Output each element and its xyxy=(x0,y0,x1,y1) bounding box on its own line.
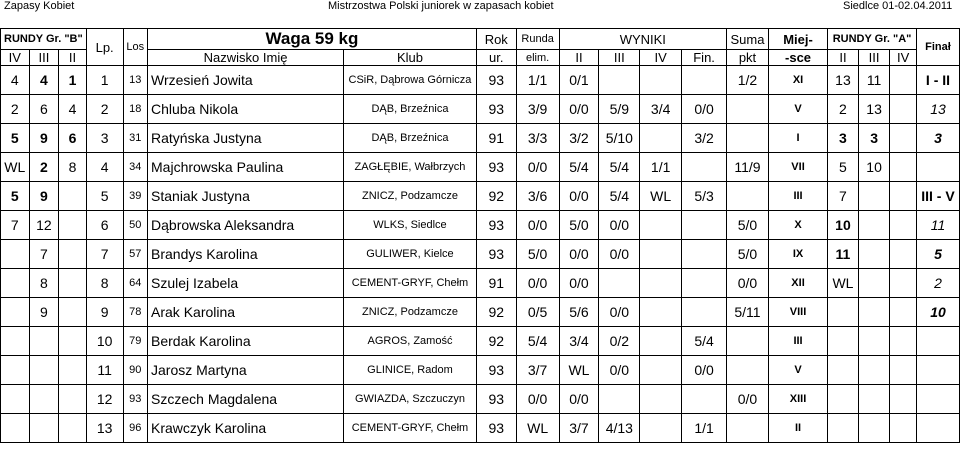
lp-cell: 9 xyxy=(86,298,123,327)
event-title: Mistrzostwa Polski juniorek w zapasach kobiet xyxy=(328,0,554,12)
result-iv xyxy=(640,211,682,240)
result-final xyxy=(682,298,727,327)
place-cell: XII xyxy=(768,269,827,298)
elim-result: 0/0 xyxy=(516,153,559,182)
result-iv: 3/4 xyxy=(640,95,682,124)
result-iv: WL xyxy=(640,182,682,211)
club-cell: GLINICE, Radom xyxy=(344,356,477,385)
result-ii: 0/0 xyxy=(559,385,599,414)
name-header: Nazwisko Imię xyxy=(148,50,344,66)
final-cell: 13 xyxy=(916,95,959,124)
lp-cell: 5 xyxy=(86,182,123,211)
result-final: 5/4 xyxy=(682,327,727,356)
athlete-name: Brandys Karolina xyxy=(148,240,344,269)
los-cell: 96 xyxy=(123,414,148,443)
results-table xyxy=(0,28,960,443)
result-iv: 1/1 xyxy=(640,153,682,182)
round-a-iv xyxy=(890,240,917,269)
result-ii: 3/2 xyxy=(559,124,599,153)
final-cell: 10 xyxy=(916,298,959,327)
elim-result: 1/1 xyxy=(516,66,559,95)
result-ii: 0/0 xyxy=(559,95,599,124)
table-row xyxy=(1,95,960,124)
round-a-iii: 11 xyxy=(858,66,890,95)
result-iii: 0/0 xyxy=(599,240,640,269)
place-date: Siedlce 01-02.04.2011 xyxy=(843,0,953,12)
round-a-ii xyxy=(828,298,859,327)
round-a-iv xyxy=(890,414,917,443)
round-b-ii xyxy=(59,182,87,211)
athlete-name: Ratyńska Justyna xyxy=(148,124,344,153)
final-cell xyxy=(916,414,959,443)
pkt-header: pkt xyxy=(727,50,769,66)
round-b-ii xyxy=(59,414,87,443)
los-cell: 34 xyxy=(123,153,148,182)
elim-result: 5/0 xyxy=(516,240,559,269)
athlete-name: Arak Karolina xyxy=(148,298,344,327)
place-cell: XI xyxy=(768,66,827,95)
table-row xyxy=(1,356,960,385)
table-row xyxy=(1,66,960,95)
birth-year: 93 xyxy=(476,385,516,414)
result-final xyxy=(682,240,727,269)
points-sum xyxy=(727,182,769,211)
club-cell: GWIAZDA, Szczuczyn xyxy=(344,385,477,414)
round-a-ii: 3 xyxy=(828,124,859,153)
points-sum xyxy=(727,356,769,385)
final-cell: I - II xyxy=(916,66,959,95)
result-iii xyxy=(599,269,640,298)
points-sum xyxy=(727,124,769,153)
los-cell: 93 xyxy=(123,385,148,414)
result-iii: 0/0 xyxy=(599,298,640,327)
los-cell: 18 xyxy=(123,95,148,124)
round-b-ii xyxy=(59,269,87,298)
wyn-col-fin: Fin. xyxy=(682,50,727,66)
a-col-iii: III xyxy=(858,50,890,66)
round-a-iii xyxy=(858,327,890,356)
round-b-iii xyxy=(29,385,59,414)
final-cell: III - V xyxy=(916,182,959,211)
round-a-iii: 13 xyxy=(858,95,890,124)
final-header: Finał xyxy=(916,29,959,66)
lp-cell: 4 xyxy=(86,153,123,182)
rundy-a-header: RUNDY Gr. "A" xyxy=(828,29,917,50)
round-a-iv xyxy=(890,356,917,385)
round-b-ii: 1 xyxy=(59,66,87,95)
header-row-1 xyxy=(1,29,960,50)
round-b-iii xyxy=(29,327,59,356)
result-iv xyxy=(640,385,682,414)
athlete-name: Wrzesień Jowita xyxy=(148,66,344,95)
athlete-name: Jarosz Martyna xyxy=(148,356,344,385)
elim-result: 3/7 xyxy=(516,356,559,385)
elim-result: 3/3 xyxy=(516,124,559,153)
result-final: 1/1 xyxy=(682,414,727,443)
birth-year: 93 xyxy=(476,240,516,269)
final-cell xyxy=(916,356,959,385)
result-ii: 0/0 xyxy=(559,240,599,269)
round-a-iii xyxy=(858,240,890,269)
points-sum: 0/0 xyxy=(727,385,769,414)
place-cell: III xyxy=(768,182,827,211)
athlete-name: Majchrowska Paulina xyxy=(148,153,344,182)
round-a-ii xyxy=(828,327,859,356)
points-sum: 0/0 xyxy=(727,269,769,298)
result-final xyxy=(682,269,727,298)
result-ii: 5/6 xyxy=(559,298,599,327)
result-iii: 5/4 xyxy=(599,182,640,211)
round-b-ii: 4 xyxy=(59,95,87,124)
los-cell: 31 xyxy=(123,124,148,153)
points-sum: 5/0 xyxy=(727,240,769,269)
club-cell: ZAGŁĘBIE, Wałbrzych xyxy=(344,153,477,182)
round-b-ii xyxy=(59,240,87,269)
round-b-iii xyxy=(29,414,59,443)
round-a-ii: 2 xyxy=(828,95,859,124)
suma-header: Suma xyxy=(727,29,769,50)
athlete-name: Szulej Izabela xyxy=(148,269,344,298)
elim-result: 0/5 xyxy=(516,298,559,327)
round-a-ii xyxy=(828,385,859,414)
round-b-iv: 4 xyxy=(1,66,30,95)
elim-result: WL xyxy=(516,414,559,443)
round-b-iii: 9 xyxy=(29,124,59,153)
a-col-ii: II xyxy=(828,50,859,66)
round-b-iii: 6 xyxy=(29,95,59,124)
table-row xyxy=(1,327,960,356)
round-a-iv xyxy=(890,182,917,211)
final-cell: 2 xyxy=(916,269,959,298)
place-cell: V xyxy=(768,356,827,385)
round-b-iv: 5 xyxy=(1,124,30,153)
place-cell: XIII xyxy=(768,385,827,414)
place-cell: III xyxy=(768,327,827,356)
athlete-name: Chluba Nikola xyxy=(148,95,344,124)
result-final: 5/3 xyxy=(682,182,727,211)
club-cell: CEMENT-GRYF, Chełm xyxy=(344,269,477,298)
los-cell: 78 xyxy=(123,298,148,327)
lp-cell: 8 xyxy=(86,269,123,298)
result-ii: WL xyxy=(559,356,599,385)
round-b-iii: 9 xyxy=(29,298,59,327)
round-a-iii xyxy=(858,298,890,327)
athlete-name: Dąbrowska Aleksandra xyxy=(148,211,344,240)
round-b-ii xyxy=(59,327,87,356)
result-ii: 5/4 xyxy=(559,153,599,182)
result-iv xyxy=(640,66,682,95)
club-cell: GULIWER, Kielce xyxy=(344,240,477,269)
result-final xyxy=(682,385,727,414)
lp-cell: 2 xyxy=(86,95,123,124)
round-a-iv xyxy=(890,211,917,240)
lp-cell: 10 xyxy=(86,327,123,356)
result-iii: 5/4 xyxy=(599,153,640,182)
birth-year: 92 xyxy=(476,327,516,356)
round-a-iii xyxy=(858,414,890,443)
table-row xyxy=(1,269,960,298)
los-cell: 64 xyxy=(123,269,148,298)
result-iii: 5/9 xyxy=(599,95,640,124)
athlete-name: Szczech Magdalena xyxy=(148,385,344,414)
birth-year: 93 xyxy=(476,356,516,385)
lp-cell: 11 xyxy=(86,356,123,385)
round-b-iv xyxy=(1,327,30,356)
round-a-iv xyxy=(890,327,917,356)
wyn-col-ii: II xyxy=(559,50,599,66)
round-b-ii xyxy=(59,298,87,327)
table-row xyxy=(1,414,960,443)
result-iv xyxy=(640,414,682,443)
points-sum: 5/11 xyxy=(727,298,769,327)
round-a-iii xyxy=(858,211,890,240)
round-a-iv xyxy=(890,95,917,124)
club-cell: AGROS, Zamość xyxy=(344,327,477,356)
round-a-ii: 13 xyxy=(828,66,859,95)
los-cell: 13 xyxy=(123,66,148,95)
round-b-iv: WL xyxy=(1,153,30,182)
los-cell: 79 xyxy=(123,327,148,356)
round-a-ii: 10 xyxy=(828,211,859,240)
round-b-iii: 7 xyxy=(29,240,59,269)
birth-year: 93 xyxy=(476,66,516,95)
round-a-iv xyxy=(890,124,917,153)
points-sum xyxy=(727,414,769,443)
result-final: 3/2 xyxy=(682,124,727,153)
club-cell: CEMENT-GRYF, Chełm xyxy=(344,414,477,443)
round-b-iv xyxy=(1,269,30,298)
birth-year: 91 xyxy=(476,124,516,153)
table-row xyxy=(1,153,960,182)
birth-year: 92 xyxy=(476,298,516,327)
table-row xyxy=(1,385,960,414)
club-header: Klub xyxy=(344,50,477,66)
points-sum: 1/2 xyxy=(727,66,769,95)
round-b-iv: 5 xyxy=(1,182,30,211)
round-b-iii: 8 xyxy=(29,269,59,298)
lp-cell: 1 xyxy=(86,66,123,95)
los-cell: 39 xyxy=(123,182,148,211)
elim-result: 0/0 xyxy=(516,211,559,240)
birth-year: 93 xyxy=(476,414,516,443)
round-a-ii: 7 xyxy=(828,182,859,211)
round-a-iii: 3 xyxy=(858,124,890,153)
result-iii: 4/13 xyxy=(599,414,640,443)
page-header xyxy=(0,0,960,14)
result-iv xyxy=(640,124,682,153)
round-b-ii xyxy=(59,211,87,240)
los-cell: 57 xyxy=(123,240,148,269)
elim-result: 0/0 xyxy=(516,385,559,414)
result-iv xyxy=(640,269,682,298)
round-a-ii: 5 xyxy=(828,153,859,182)
wyn-col-iv: IV xyxy=(640,50,682,66)
result-final xyxy=(682,153,727,182)
birth-year: 93 xyxy=(476,211,516,240)
result-final xyxy=(682,66,727,95)
result-ii: 5/0 xyxy=(559,211,599,240)
a-col-iv: IV xyxy=(890,50,917,66)
round-b-iii: 4 xyxy=(29,66,59,95)
place-cell: VIII xyxy=(768,298,827,327)
club-cell: ZNICZ, Podzamcze xyxy=(344,182,477,211)
rundy-b-header: RUNDY Gr. "B" xyxy=(1,29,87,50)
result-iii: 0/0 xyxy=(599,211,640,240)
wyn-col-iii: III xyxy=(599,50,640,66)
b-col-iv: IV xyxy=(1,50,30,66)
birth-year: 93 xyxy=(476,95,516,124)
result-final: 0/0 xyxy=(682,356,727,385)
round-b-iv xyxy=(1,385,30,414)
round-a-ii: 11 xyxy=(828,240,859,269)
club-cell: ZNICZ, Podzamcze xyxy=(344,298,477,327)
table-row xyxy=(1,240,960,269)
final-cell xyxy=(916,385,959,414)
place-cell: VII xyxy=(768,153,827,182)
sport-title: Zapasy Kobiet xyxy=(4,0,75,12)
result-iv xyxy=(640,327,682,356)
los-cell: 50 xyxy=(123,211,148,240)
sce-header: -sce xyxy=(768,50,827,66)
round-a-iii: 10 xyxy=(858,153,890,182)
final-cell xyxy=(916,153,959,182)
athlete-name: Berdak Karolina xyxy=(148,327,344,356)
round-a-ii: WL xyxy=(828,269,859,298)
birth-year: 91 xyxy=(476,269,516,298)
round-b-iv xyxy=(1,356,30,385)
elim-result: 5/4 xyxy=(516,327,559,356)
final-cell: 3 xyxy=(916,124,959,153)
rok-header: Rok xyxy=(476,29,516,50)
round-b-ii: 8 xyxy=(59,153,87,182)
final-cell: 11 xyxy=(916,211,959,240)
result-final xyxy=(682,211,727,240)
b-col-iii: III xyxy=(29,50,59,66)
table-row xyxy=(1,298,960,327)
club-cell: DĄB, Brzeźnica xyxy=(344,124,477,153)
points-sum xyxy=(727,95,769,124)
round-b-iv: 2 xyxy=(1,95,30,124)
birth-year: 93 xyxy=(476,153,516,182)
club-cell: WLKS, Siedlce xyxy=(344,211,477,240)
place-cell: X xyxy=(768,211,827,240)
lp-cell: 13 xyxy=(86,414,123,443)
round-b-iv: 7 xyxy=(1,211,30,240)
round-a-iv xyxy=(890,298,917,327)
points-sum: 5/0 xyxy=(727,211,769,240)
lp-cell: 6 xyxy=(86,211,123,240)
table-row xyxy=(1,211,960,240)
result-ii: 3/4 xyxy=(559,327,599,356)
round-a-iii xyxy=(858,269,890,298)
weight-header: Waga 59 kg xyxy=(148,29,477,50)
elim-result: 0/0 xyxy=(516,269,559,298)
athlete-name: Krawczyk Karolina xyxy=(148,414,344,443)
result-ii: 0/1 xyxy=(559,66,599,95)
result-iii: 0/2 xyxy=(599,327,640,356)
elim-header: elim. xyxy=(516,50,559,66)
round-a-iii xyxy=(858,182,890,211)
round-b-ii: 6 xyxy=(59,124,87,153)
place-cell: IX xyxy=(768,240,827,269)
points-sum xyxy=(727,327,769,356)
result-ii: 0/0 xyxy=(559,269,599,298)
elim-result: 3/9 xyxy=(516,95,559,124)
los-header: Los xyxy=(123,29,148,66)
round-a-ii xyxy=(828,356,859,385)
round-a-iv xyxy=(890,153,917,182)
round-b-iii: 12 xyxy=(29,211,59,240)
table-row xyxy=(1,124,960,153)
result-ii: 3/7 xyxy=(559,414,599,443)
result-iii xyxy=(599,66,640,95)
round-b-iv xyxy=(1,298,30,327)
round-a-iii xyxy=(858,385,890,414)
round-b-ii xyxy=(59,356,87,385)
result-iv xyxy=(640,356,682,385)
club-cell: CSiR, Dąbrowa Górnicza xyxy=(344,66,477,95)
result-iii: 5/10 xyxy=(599,124,640,153)
round-b-ii xyxy=(59,385,87,414)
ur-header: ur. xyxy=(476,50,516,66)
result-iv xyxy=(640,298,682,327)
round-b-iii: 2 xyxy=(29,153,59,182)
b-col-ii: II xyxy=(59,50,87,66)
athlete-name: Staniak Justyna xyxy=(148,182,344,211)
result-iii xyxy=(599,385,640,414)
round-b-iv xyxy=(1,240,30,269)
final-cell xyxy=(916,327,959,356)
result-iv xyxy=(640,240,682,269)
wyniki-header: WYNIKI xyxy=(559,29,727,50)
final-cell: 5 xyxy=(916,240,959,269)
lp-header: Lp. xyxy=(86,29,123,66)
round-a-ii xyxy=(828,414,859,443)
club-cell: DĄB, Brzeźnica xyxy=(344,95,477,124)
points-sum: 11/9 xyxy=(727,153,769,182)
runda-header: Runda xyxy=(516,29,559,50)
table-row xyxy=(1,182,960,211)
round-a-iii xyxy=(858,356,890,385)
result-final: 0/0 xyxy=(682,95,727,124)
place-cell: V xyxy=(768,95,827,124)
round-b-iii: 9 xyxy=(29,182,59,211)
round-b-iv xyxy=(1,414,30,443)
result-iii: 0/0 xyxy=(599,356,640,385)
result-ii: 0/0 xyxy=(559,182,599,211)
round-a-iv xyxy=(890,385,917,414)
lp-cell: 7 xyxy=(86,240,123,269)
round-a-iv xyxy=(890,66,917,95)
lp-cell: 12 xyxy=(86,385,123,414)
los-cell: 90 xyxy=(123,356,148,385)
round-b-iii xyxy=(29,356,59,385)
elim-result: 3/6 xyxy=(516,182,559,211)
place-cell: I xyxy=(768,124,827,153)
lp-cell: 3 xyxy=(86,124,123,153)
round-a-iv xyxy=(890,269,917,298)
birth-year: 92 xyxy=(476,182,516,211)
place-cell: II xyxy=(768,414,827,443)
miejsce-header: Miej- xyxy=(768,29,827,50)
